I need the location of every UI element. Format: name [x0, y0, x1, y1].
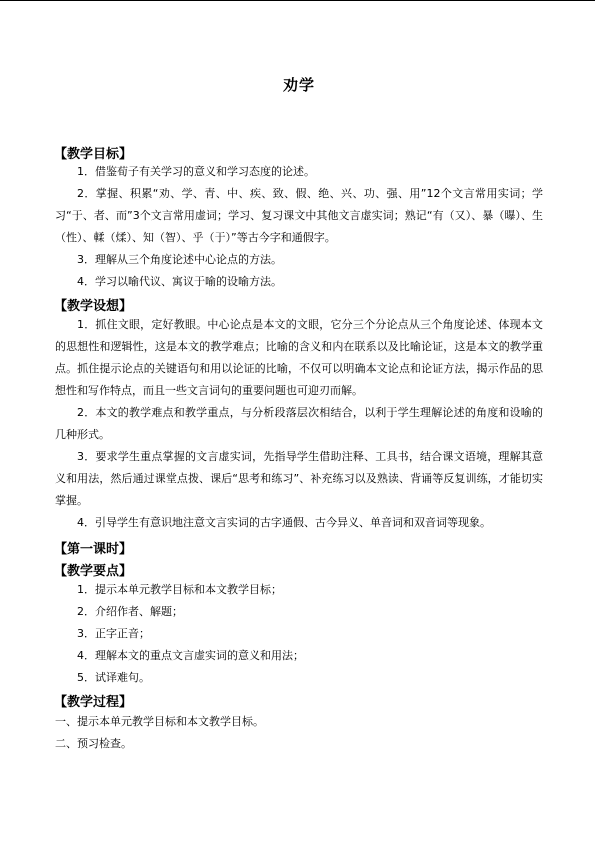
keypoint-item-2: 2．介绍作者、解题；: [77, 605, 183, 618]
section-heading-goals: 【教学目标】: [54, 147, 133, 162]
section-heading-keypoints: 【教学要点】: [54, 564, 133, 579]
keypoint-item-5: 5．试译难句。: [77, 671, 150, 684]
goal-item-3: 3．理解从三个角度论述中心论点的方法。: [77, 253, 282, 266]
idea-item-1: 1．抓住文眼，定好教眼。中心论点是本文的文眼，它分三个分论点从三个角度论述、体现本文的思想性和逻辑性，这是本文的教学难点；比喻的含义和内在联系以及比喻论证，这是本文的教学重点。抓住提示论点的关键语句和用以论证的比喻，不仅可以明确本文论点和论证方法，揭示作品的思想性和写作特点，而且一些文言词句的重要问题也可迎刃而解。: [55, 318, 543, 397]
goal-item-2: 2．掌握、积累“劝、学、青、中、疾、致、假、绝、兴、功、强、用”12个文言常用实词；学习“于、者、而”3个文言常用虚词；学习、复习课文中其他文言虚实词；熟记“有（又）、暴（曝）、生（性）、輮（煣）、知（智）、乎（于）”等古今字和通假字。: [55, 187, 543, 244]
section-heading-ideas: 【教学设想】: [54, 299, 133, 314]
page-top-border: [0, 0, 595, 1]
process-step-2: 二、预习检查。: [55, 737, 132, 750]
keypoint-item-4: 4．理解本文的重点文言虚实词的意义和用法；: [77, 649, 304, 662]
goal-item-4: 4．学习以喻代议、寓议于喻的设喻方法。: [77, 275, 282, 288]
process-step-1: 一、提示本单元教学目标和本文教学目标。: [55, 715, 264, 728]
goal-item-1: 1．借鉴荀子有关学习的意义和学习态度的论述。: [77, 165, 315, 178]
idea-item-2: 2．本文的教学难点和教学重点，与分析段落层次相结合，以利于学生理解论述的角度和设喻的几种形式。: [55, 406, 543, 441]
idea-item-4: 4．引导学生有意识地注意文言实词的古字通假、古今异义、单音词和双音词等现象。: [77, 516, 491, 529]
section-heading-lesson1: 【第一课时】: [54, 542, 133, 557]
keypoint-item-3: 3．正字正音；: [77, 627, 150, 640]
keypoint-item-1: 1．提示本单元教学目标和本文教学目标；: [77, 583, 282, 596]
idea-item-3: 3．要求学生重点掌握的文言虚实词，先指导学生借助注释、工具书，结合课文语境，理解其意义和用法，然后通过课堂点拨、课后“思考和练习”、补充练习以及熟读、背诵等反复训练，才能切实掌握。: [55, 450, 543, 507]
page-title: 劝学: [282, 76, 315, 94]
section-heading-process: 【教学过程】: [54, 695, 133, 710]
